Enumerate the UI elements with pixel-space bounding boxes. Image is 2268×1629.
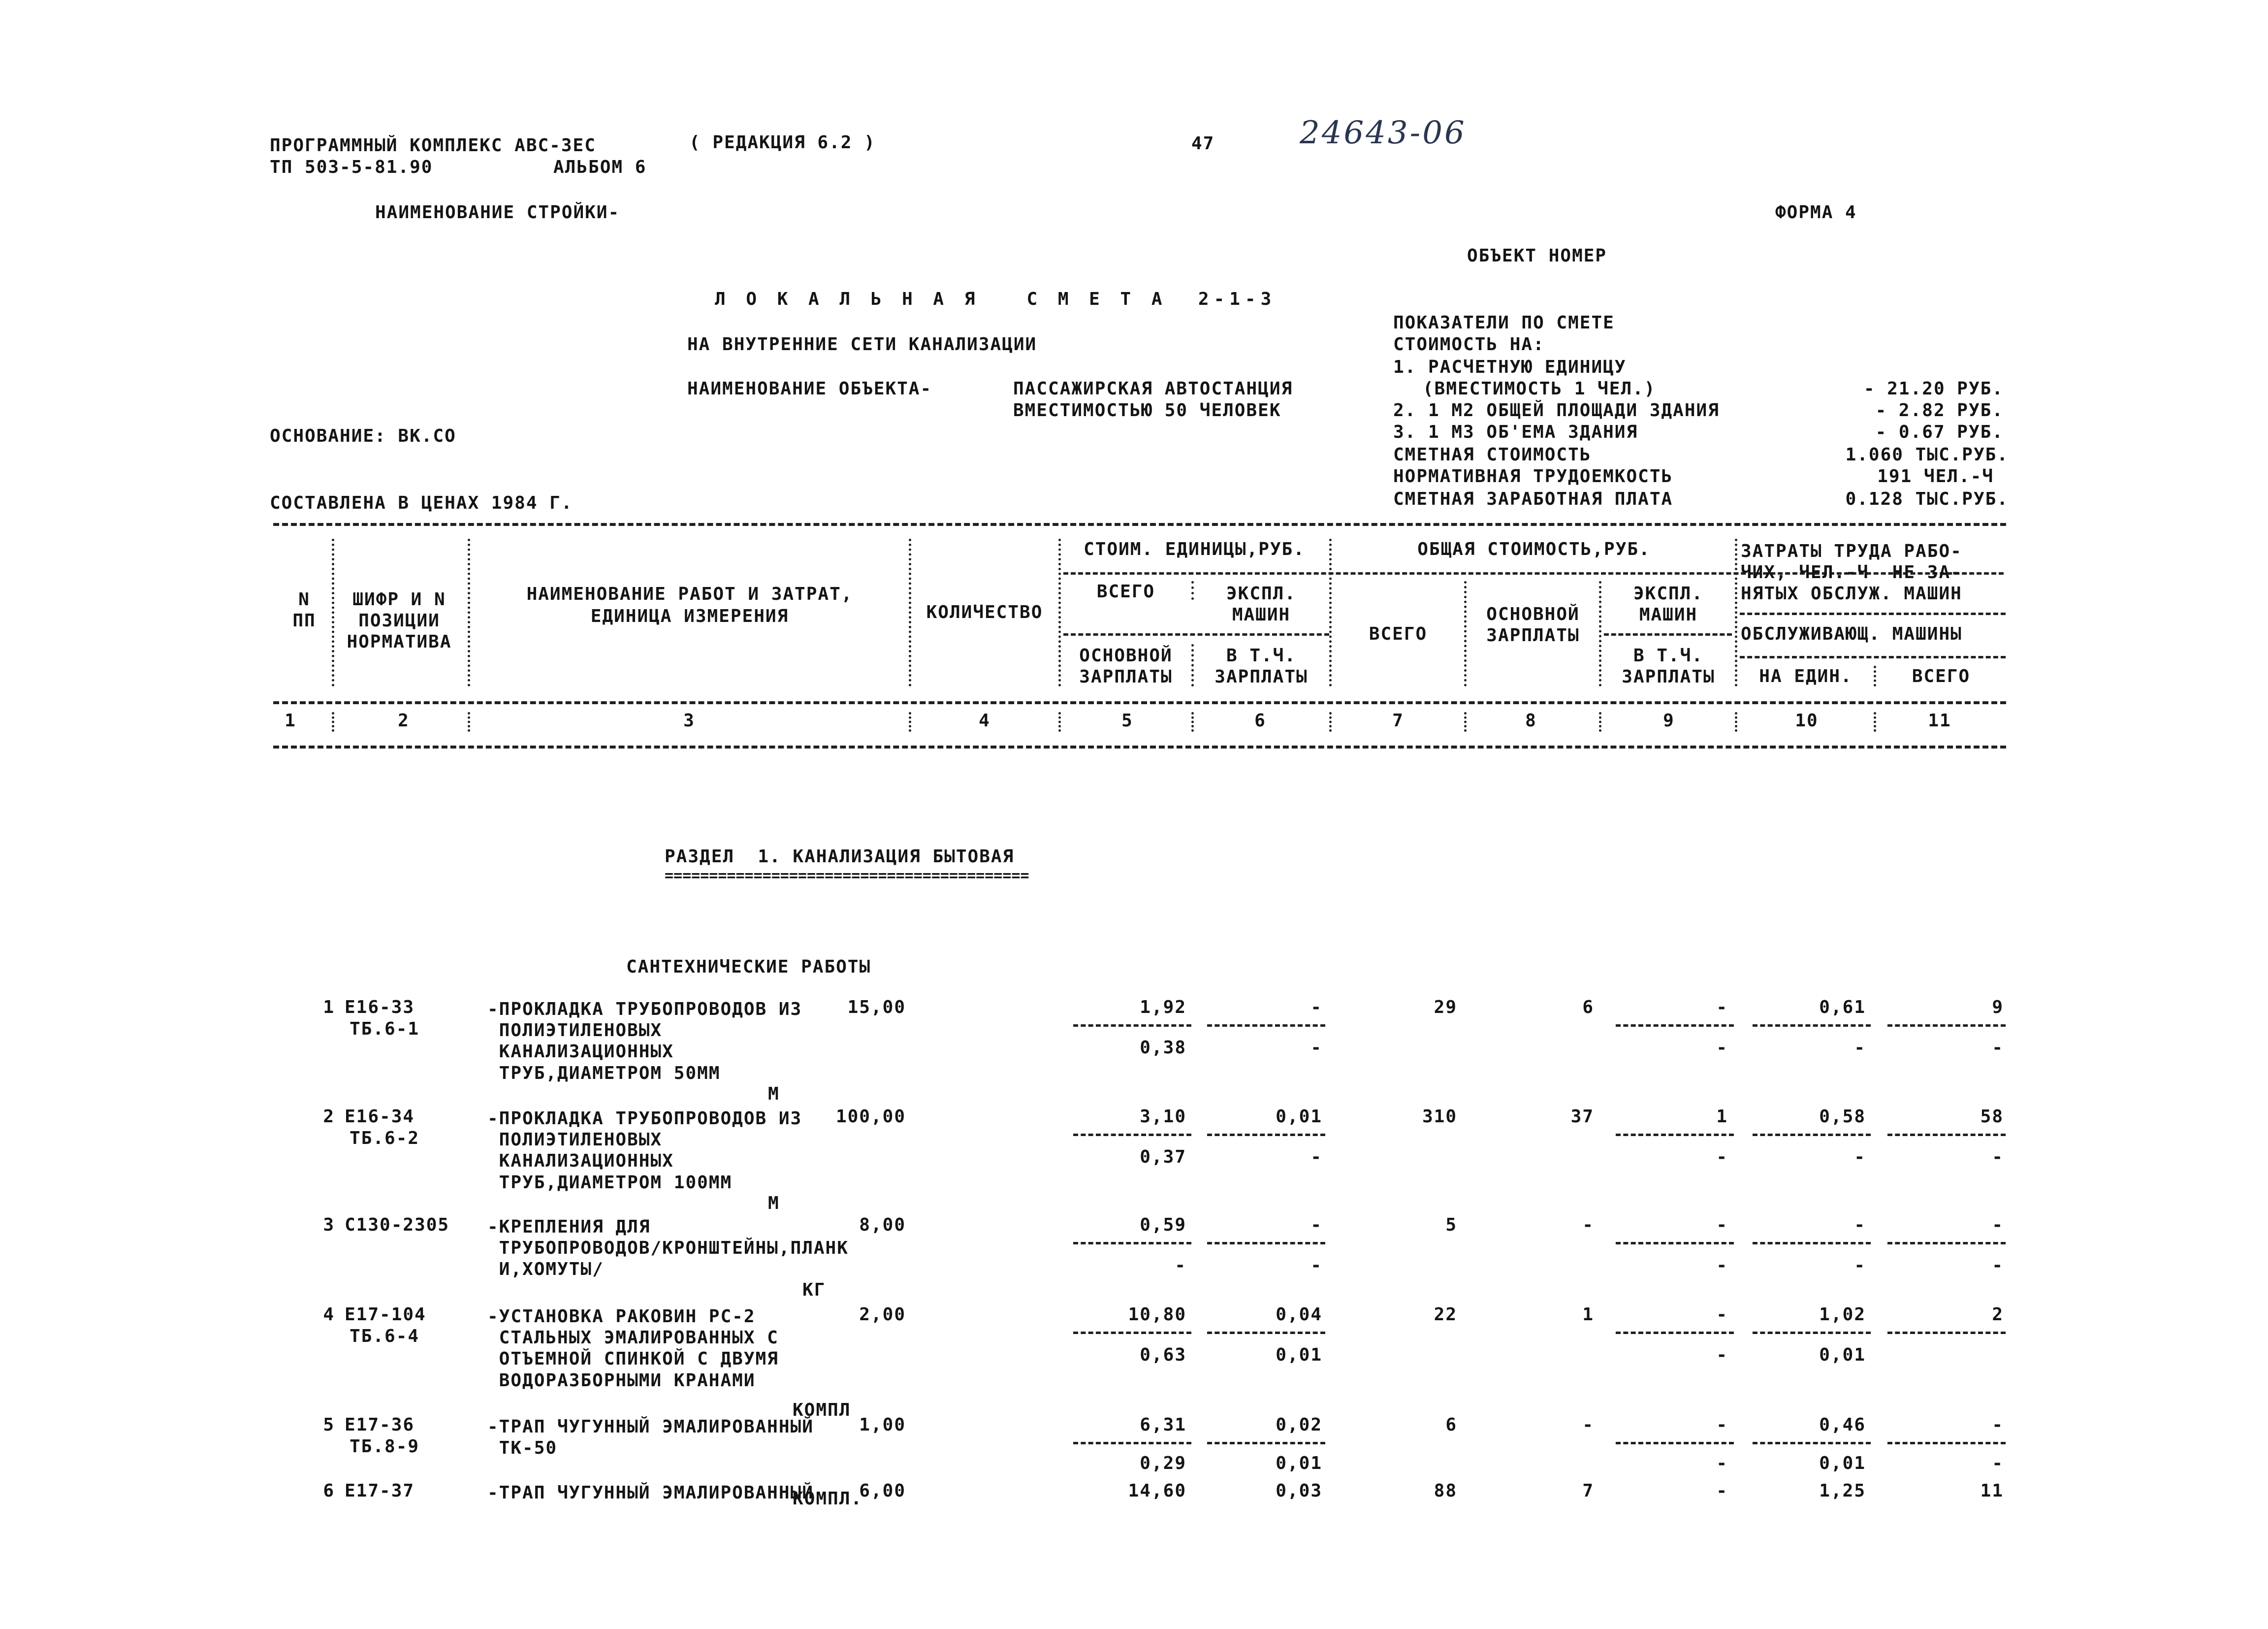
row-c10-wage: - [1854, 1038, 1866, 1058]
header-inner-rule [1740, 613, 2006, 615]
row-unit: КГ [802, 1280, 826, 1300]
section-underline: ========================================= [665, 867, 1029, 884]
row-split-rule [1207, 1242, 1325, 1244]
row-c6-wage: - [1310, 1255, 1322, 1275]
row-qty: 8,00 [859, 1215, 906, 1235]
row-c5-wage: - [1175, 1255, 1186, 1275]
row-c7: 29 [1434, 997, 1457, 1017]
row-code: Е16-33 [345, 997, 415, 1017]
wage-label: СМЕТНАЯ ЗАРАБОТНАЯ ПЛАТА [1393, 489, 1673, 509]
row-split-rule [1616, 1134, 1734, 1136]
header-bottom-rule [273, 701, 2006, 704]
header-labor-sub: ОБСЛУЖИВАЮЩ. МАШИНЫ [1741, 624, 1962, 644]
header-total-cost: ОБЩАЯ СТОИМОСТЬ,РУБ. [1417, 539, 1651, 559]
row-code: С130-2305 [345, 1215, 450, 1235]
row-code: Е16-34 [345, 1107, 415, 1127]
row-c8: - [1582, 1215, 1594, 1235]
header-inner-rule [1063, 633, 1329, 636]
row-c9-wage: - [1716, 1453, 1728, 1473]
object-name-line-1: ПАССАЖИРСКАЯ АВТОСТАНЦИЯ [1013, 379, 1293, 399]
row-c9: - [1716, 1304, 1728, 1325]
document-subtitle: НА ВНУТРЕННИЕ СЕТИ КАНАЛИЗАЦИИ [687, 334, 1037, 355]
basis: ОСНОВАНИЕ: ВК.СО [270, 426, 456, 446]
row-split-rule [1887, 1024, 2006, 1027]
row-split-rule [1887, 1442, 2006, 1444]
header-col-3: НАИМЕНОВАНИЕ РАБОТ И ЗАТРАТ, ЕДИНИЦА ИЗМЕРЕНИЯ [526, 584, 853, 626]
row-c5: 14,60 [1128, 1481, 1186, 1501]
row-c6: - [1310, 997, 1322, 1017]
header-col-11: ВСЕГО [1912, 666, 1971, 686]
row-c10: - [1854, 1215, 1866, 1235]
col-number: 7 [1392, 711, 1404, 731]
construction-name-label: НАИМЕНОВАНИЕ СТРОЙКИ- [375, 202, 620, 223]
row-split-rule [1616, 1024, 1734, 1027]
row-c10: 1,02 [1819, 1304, 1866, 1325]
row-split-rule [1207, 1332, 1325, 1334]
header-col-9-top: ЭКСПЛ. МАШИН [1633, 584, 1704, 625]
area-label: 2. 1 М2 ОБЩЕЙ ПЛОЩАДИ ЗДАНИЯ [1393, 400, 1720, 421]
col-number: 3 [683, 711, 695, 731]
row-c9: - [1716, 1215, 1728, 1235]
row-c5-wage: 0,63 [1140, 1345, 1186, 1365]
wage-value: 0.128 ТЫС.РУБ. [1845, 489, 2009, 509]
row-unit: КОМПЛ. [793, 1489, 863, 1509]
col-separator [909, 712, 911, 732]
row-name: -ТРАП ЧУГУННЫЙ ЭМАЛИРОВАННЫЙ [487, 1483, 814, 1503]
col-separator [1874, 712, 1876, 732]
row-c9: - [1716, 1415, 1728, 1435]
row-c6-wage: 0,01 [1276, 1453, 1322, 1473]
row-c6-wage: - [1310, 1147, 1322, 1167]
indicators-heading: ПОКАЗАТЕЛИ ПО СМЕТЕ [1393, 313, 1615, 333]
col-separator [1599, 581, 1601, 686]
header-labor: ЗАТРАТЫ ТРУДА РАБО- ЧИХ, ЧЕЛ.-Ч НЕ ЗА- НЯТЫХ ОБСЛУЖ. МАШИН [1741, 541, 1962, 604]
row-c5: 6,31 [1140, 1415, 1186, 1435]
row-c5: 0,59 [1140, 1215, 1186, 1235]
row-split-rule [1073, 1024, 1191, 1027]
row-split-rule [1207, 1134, 1325, 1136]
unit-label-2: (ВМЕСТИМОСТЬ 1 ЧЕЛ.) [1423, 379, 1656, 399]
header-col-7: ВСЕГО [1369, 624, 1428, 644]
row-c7: 88 [1434, 1481, 1457, 1501]
row-c5-wage: 0,29 [1140, 1453, 1186, 1473]
row-c8: 7 [1582, 1481, 1594, 1501]
volume-label: 3. 1 М3 ОБ'ЕМА ЗДАНИЯ [1393, 422, 1638, 442]
document-title: Л О К А Л Ь Н А Я С М Е Т А 2-1-3 [715, 289, 1277, 309]
row-unit: КОМПЛ [793, 1400, 851, 1420]
row-c11-wage: - [1992, 1038, 2004, 1058]
row-name: -ТРАП ЧУГУННЫЙ ЭМАЛИРОВАННЫЙ ТК-50 [487, 1417, 814, 1459]
col-separator [1464, 581, 1467, 686]
row-split-rule [1073, 1332, 1191, 1334]
row-c10-wage: 0,01 [1819, 1345, 1866, 1365]
row-unit: М [768, 1084, 780, 1104]
row-split-rule [1887, 1134, 2006, 1136]
row-split-rule [1616, 1242, 1734, 1244]
estimated-cost-label: СМЕТНАЯ СТОИМОСТЬ [1393, 445, 1592, 465]
col-separator [1599, 712, 1601, 732]
row-number: 5 [323, 1415, 335, 1435]
row-code-secondary: ТБ.6-2 [350, 1128, 420, 1148]
row-number: 2 [323, 1107, 335, 1127]
row-c6-wage: 0,01 [1276, 1345, 1322, 1365]
row-number: 6 [323, 1481, 335, 1501]
row-split-rule [1887, 1242, 2006, 1244]
header-col-5-top: ВСЕГО [1096, 582, 1155, 602]
row-c6: - [1310, 1215, 1322, 1235]
row-c7: 5 [1445, 1215, 1457, 1235]
subsection-title: САНТЕХНИЧЕСКИЕ РАБОТЫ [626, 957, 871, 977]
col-separator [1464, 712, 1467, 732]
row-c10-wage: - [1854, 1255, 1866, 1275]
unit-label-1: 1. РАСЧЕТНУЮ ЕДИНИЦУ [1393, 357, 1627, 377]
row-c5: 10,80 [1128, 1304, 1186, 1325]
row-qty: 100,00 [835, 1107, 906, 1127]
page-number: 47 [1191, 133, 1215, 154]
header-col-5-bottom: ОСНОВНОЙ ЗАРПЛАТЫ [1079, 646, 1173, 687]
row-c5-wage: 0,37 [1140, 1147, 1186, 1167]
header-col-8: ОСНОВНОЙ ЗАРПЛАТЫ [1486, 604, 1580, 646]
area-value: - 2.82 РУБ. [1875, 400, 2004, 421]
row-code-secondary: ТБ.8-9 [350, 1436, 420, 1457]
row-c11-wage: - [1992, 1147, 2004, 1167]
row-name: -КРЕПЛЕНИЯ ДЛЯ ТРУБОПРОВОДОВ/КРОНШТЕЙНЫ,ПЛАНК И,ХОМУТЫ/ [487, 1217, 849, 1280]
col-separator [1874, 666, 1876, 686]
row-c6: 0,01 [1276, 1107, 1322, 1127]
row-c6: 0,04 [1276, 1304, 1322, 1325]
header-unit-cost: СТОИМ. ЕДИНИЦЫ,РУБ. [1084, 539, 1305, 559]
header-col-1: N ПП [292, 589, 316, 631]
col-separator [1329, 712, 1332, 732]
row-c10-wage: - [1854, 1147, 1866, 1167]
col-number: 5 [1121, 711, 1133, 731]
col-separator [1735, 712, 1737, 732]
row-c11-wage: - [1992, 1255, 2004, 1275]
cost-per-label: СТОИМОСТЬ НА: [1393, 334, 1545, 355]
row-c11: 9 [1992, 997, 2004, 1017]
col-separator [468, 712, 470, 732]
row-split-rule [1753, 1242, 1871, 1244]
row-c10: 0,46 [1819, 1415, 1866, 1435]
row-c6-wage: - [1310, 1038, 1322, 1058]
row-c9-wage: - [1716, 1147, 1728, 1167]
header-col-2: ШИФР И N ПОЗИЦИИ НОРМАТИВА [347, 589, 452, 652]
row-code-secondary: ТБ.6-1 [350, 1019, 420, 1039]
row-c8: 37 [1570, 1107, 1594, 1127]
row-code-secondary: ТБ.6-4 [350, 1326, 420, 1346]
col-number: 11 [1928, 711, 1951, 731]
section-title: РАЗДЕЛ 1. КАНАЛИЗАЦИЯ БЫТОВАЯ [665, 847, 1015, 867]
row-qty: 15,00 [847, 997, 906, 1017]
row-c9-wage: - [1716, 1038, 1728, 1058]
object-number-label: ОБЪЕКТ НОМЕР [1467, 246, 1607, 266]
header-inner-rule [1604, 633, 1732, 636]
row-c8: 1 [1582, 1304, 1594, 1325]
object-label: НАИМЕНОВАНИЕ ОБЪЕКТА- [687, 379, 932, 399]
col-separator [1058, 539, 1061, 686]
row-split-rule [1753, 1442, 1871, 1444]
row-c8: - [1582, 1415, 1594, 1435]
program-line: ПРОГРАММНЫЙ КОМПЛЕКС АВС-3ЕС [270, 135, 596, 156]
col-separator [1329, 539, 1332, 686]
row-name: -ПРОКЛАДКА ТРУБОПРОВОДОВ ИЗ ПОЛИЭТИЛЕНОВЫХ КАНАЛИЗАЦИОННЫХ ТРУБ,ДИАМЕТРОМ 50ММ [487, 999, 802, 1083]
col-number: 6 [1254, 711, 1266, 731]
col-number: 1 [285, 711, 296, 731]
header-top-rule [273, 523, 2006, 526]
col-number: 4 [979, 711, 990, 731]
form-label: ФОРМА 4 [1775, 202, 1857, 223]
col-number: 9 [1663, 711, 1675, 731]
row-c8: 6 [1582, 997, 1594, 1017]
edition: ( РЕДАКЦИЯ 6.2 ) [689, 132, 876, 153]
row-name: -УСТАНОВКА РАКОВИН РС-2 СТАЛЬНЫХ ЭМАЛИРОВАННЫХ С ОТЪЕМНОЙ СПИНКОЙ С ДВУМЯ ВОДОРАЗБОРНЫМИ КРАНАМИ [487, 1306, 779, 1391]
row-c11: 2 [1992, 1304, 2004, 1325]
row-c9-wage: - [1716, 1255, 1728, 1275]
row-number: 1 [323, 997, 335, 1017]
row-number: 3 [323, 1215, 335, 1235]
header-col-6-bottom: В Т.Ч. ЗАРПЛАТЫ [1214, 646, 1308, 687]
row-c11: - [1992, 1415, 2004, 1435]
row-c9: 1 [1716, 1107, 1728, 1127]
row-split-rule [1887, 1332, 2006, 1334]
labor-label: НОРМАТИВНАЯ ТРУДОЕМКОСТЬ [1393, 466, 1673, 487]
row-split-rule [1073, 1442, 1191, 1444]
row-qty: 1,00 [859, 1415, 906, 1435]
row-split-rule [1073, 1242, 1191, 1244]
row-split-rule [1073, 1134, 1191, 1136]
row-c7: 6 [1445, 1415, 1457, 1435]
row-code: Е17-104 [345, 1304, 426, 1325]
row-c9: - [1716, 1481, 1728, 1501]
row-c10-wage: 0,01 [1819, 1453, 1866, 1473]
row-number: 4 [323, 1304, 335, 1325]
row-c11-wage: - [1992, 1453, 2004, 1473]
col-separator [1191, 712, 1194, 732]
row-c9-wage: - [1716, 1345, 1728, 1365]
row-split-rule [1753, 1134, 1871, 1136]
col-separator [332, 712, 334, 732]
number-row-bottom-rule [273, 746, 2006, 749]
row-c11: - [1992, 1215, 2004, 1235]
row-split-rule [1616, 1442, 1734, 1444]
row-c11: 11 [1980, 1481, 2004, 1501]
row-c7: 310 [1422, 1107, 1457, 1127]
header-col-9-bottom: В Т.Ч. ЗАРПЛАТЫ [1622, 646, 1715, 687]
object-name-line-2: ВМЕСТИМОСТЬЮ 50 ЧЕЛОВЕК [1013, 400, 1281, 421]
row-c11: 58 [1980, 1107, 2004, 1127]
estimated-cost-value: 1.060 ТЫС.РУБ. [1845, 445, 2009, 465]
album: АЛЬБОМ 6 [553, 157, 647, 177]
header-col-10: НА ЕДИН. [1759, 666, 1853, 686]
row-qty: 6,00 [859, 1481, 906, 1501]
col-number: 10 [1795, 711, 1819, 731]
row-c6: 0,02 [1276, 1415, 1322, 1435]
header-col-4: КОЛИЧЕСТВО [926, 602, 1043, 622]
row-name: -ПРОКЛАДКА ТРУБОПРОВОДОВ ИЗ ПОЛИЭТИЛЕНОВЫХ КАНАЛИЗАЦИОННЫХ ТРУБ,ДИАМЕТРОМ 100ММ [487, 1108, 802, 1193]
row-unit: М [768, 1193, 780, 1213]
col-separator [1058, 712, 1061, 732]
row-split-rule [1753, 1024, 1871, 1027]
row-c10: 0,61 [1819, 997, 1866, 1017]
unit-value: - 21.20 РУБ. [1863, 379, 2004, 399]
header-col-6-top: ЭКСПЛ. МАШИН [1226, 584, 1297, 625]
row-c10: 1,25 [1819, 1481, 1866, 1501]
row-c10: 0,58 [1819, 1107, 1866, 1127]
col-number: 8 [1525, 711, 1537, 731]
labor-value: 191 ЧЕЛ.-Ч [1877, 466, 1994, 487]
row-c6: 0,03 [1276, 1481, 1322, 1501]
row-split-rule [1207, 1024, 1325, 1027]
volume-value: - 0.67 РУБ. [1875, 422, 2004, 442]
row-c7: 22 [1434, 1304, 1457, 1325]
row-c5-wage: 0,38 [1140, 1038, 1186, 1058]
row-code: Е17-37 [345, 1481, 415, 1501]
row-c5: 1,92 [1140, 997, 1186, 1017]
row-code: Е17-36 [345, 1415, 415, 1435]
row-split-rule [1753, 1332, 1871, 1334]
row-qty: 2,00 [859, 1304, 906, 1325]
row-c9: - [1716, 997, 1728, 1017]
col-number: 2 [398, 711, 410, 731]
price-level: СОСТАВЛЕНА В ЦЕНАХ 1984 Г. [270, 493, 573, 513]
tp-line: ТП 503-5-81.90 [270, 157, 433, 177]
handwritten-code: 24643-06 [1300, 115, 1467, 151]
header-inner-rule [1740, 656, 2006, 658]
row-split-rule [1207, 1442, 1325, 1444]
row-c5: 3,10 [1140, 1107, 1186, 1127]
row-split-rule [1616, 1332, 1734, 1334]
col-separator [1735, 539, 1737, 686]
